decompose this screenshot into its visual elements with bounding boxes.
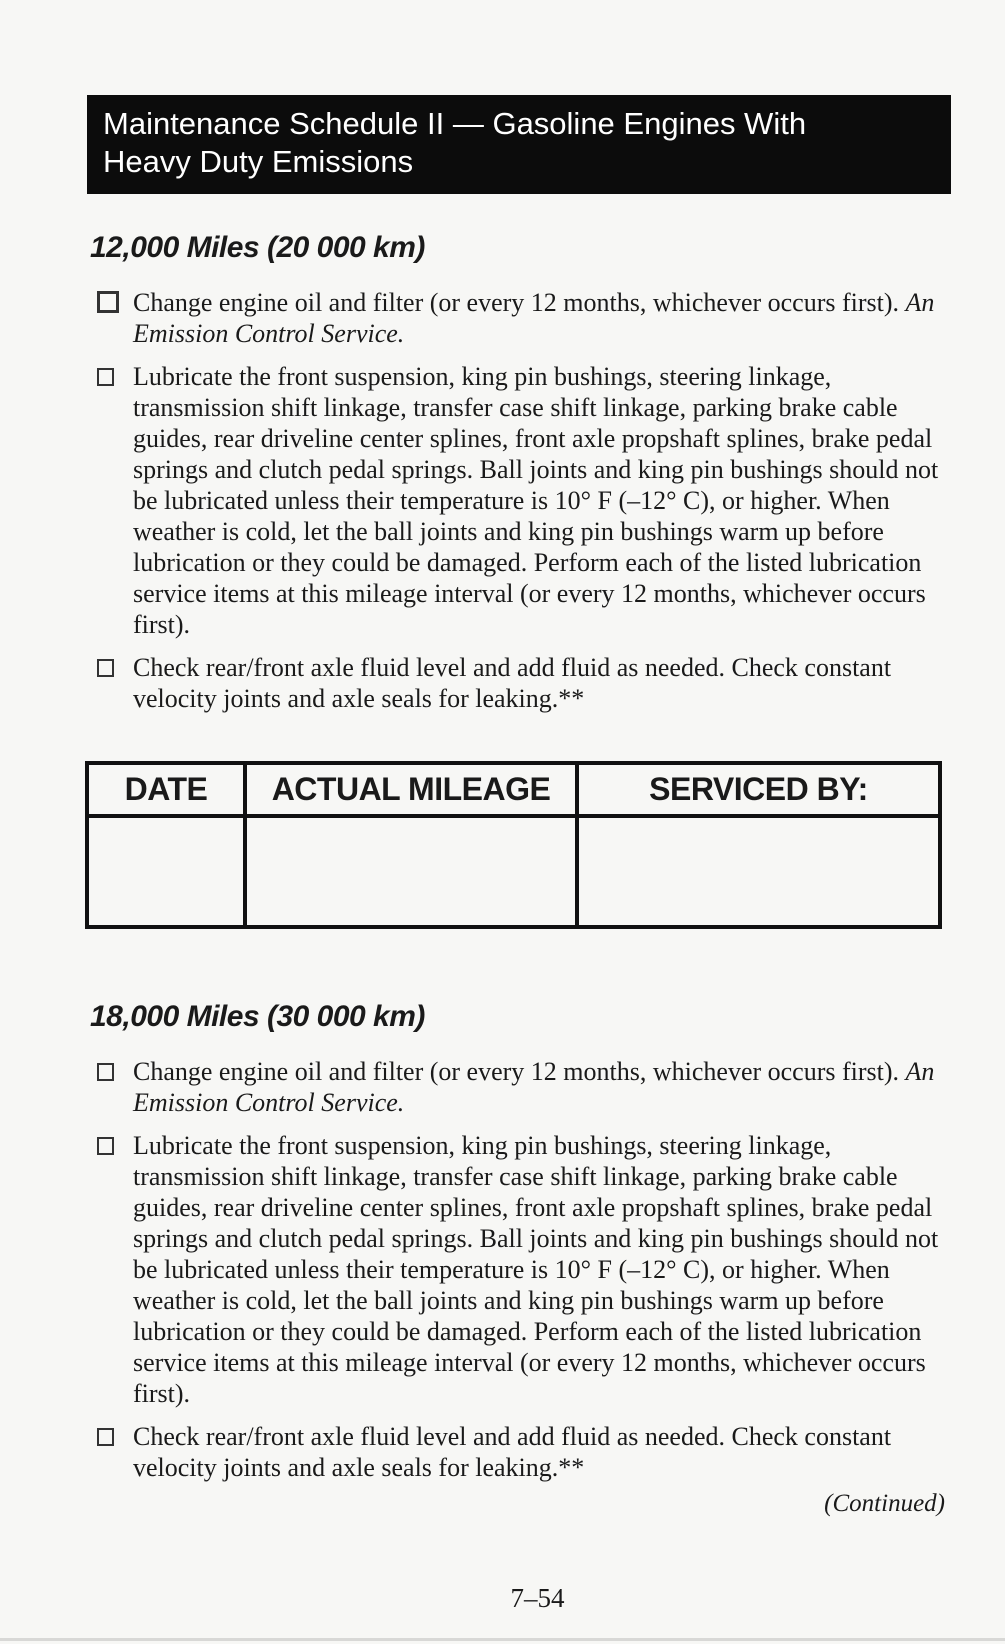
item-emphasis: An Emission Control Service. xyxy=(133,288,935,348)
section-title-banner xyxy=(87,95,951,194)
item-checkbox[interactable] xyxy=(97,1063,114,1081)
page-number: 7–54 xyxy=(510,1583,565,1613)
item-checkbox[interactable] xyxy=(97,368,114,386)
item-text: Check rear/front axle fluid level and add fluid as needed. Check constant velocity joints and axle seals for leaking.** xyxy=(133,1422,892,1482)
serviced-by-entry-cell[interactable] xyxy=(577,816,940,927)
continued-note: (Continued) xyxy=(824,1490,945,1517)
checklist-item xyxy=(97,652,947,714)
mileage-heading-12000: 12,000 Miles (20 000 km) xyxy=(90,231,425,264)
date-column-header: DATE xyxy=(87,763,245,816)
item-checkbox[interactable] xyxy=(97,1137,114,1155)
page-bottom-rule xyxy=(0,1638,1005,1641)
checklist-12000 xyxy=(97,287,947,726)
actual-mileage-entry-cell[interactable] xyxy=(245,816,577,927)
item-text: Change engine oil and filter (or every 12 months, whichever occurs first). xyxy=(133,288,900,317)
actual-mileage-column-header: ACTUAL MILEAGE xyxy=(245,763,577,816)
checklist-18000 xyxy=(97,1056,947,1495)
item-checkbox[interactable] xyxy=(97,1428,114,1446)
checklist-item xyxy=(97,1421,947,1483)
checklist-item xyxy=(97,361,947,640)
checklist-item xyxy=(97,1130,947,1409)
title-line-1: Maintenance Schedule II — Gasoline Engines With xyxy=(103,106,807,141)
checklist-item xyxy=(97,1056,947,1118)
item-checkbox[interactable] xyxy=(97,291,119,313)
service-record-table xyxy=(85,761,942,929)
title-line-2: Heavy Duty Emissions xyxy=(103,144,414,179)
item-checkbox[interactable] xyxy=(97,659,114,677)
item-emphasis: An Emission Control Service. xyxy=(133,1057,935,1117)
item-text: Lubricate the front suspension, king pin bushings, steering linkage, transmission shift linkage, transfer case shift linkage, parking brake cable guides, rear driveline center splines, front axle propshaft splines, brake pedal springs and clutch pedal springs. Ball joints and king pin bushings should not be lubricated unless their temperature is 10° F (–12° C), or higher. When weather is cold, let the ball joints and king pin bushings warm up before lubrication or they could be damaged. Perform each of the listed lubrication service items at this mileage interval (or every 12 months, whichever occurs first). xyxy=(133,362,939,639)
item-text: Lubricate the front suspension, king pin bushings, steering linkage, transmission shift linkage, transfer case shift linkage, parking brake cable guides, rear driveline center splines, front axle propshaft splines, brake pedal springs and clutch pedal springs. Ball joints and king pin bushings should not be lubricated unless their temperature is 10° F (–12° C), or higher. When weather is cold, let the ball joints and king pin bushings warm up before lubrication or they could be damaged. Perform each of the listed lubrication service items at this mileage interval (or every 12 months, whichever occurs first). xyxy=(133,1131,939,1408)
serviced-by-column-header: SERVICED BY: xyxy=(577,763,940,816)
item-text: Check rear/front axle fluid level and add fluid as needed. Check constant velocity joints and axle seals for leaking.** xyxy=(133,653,892,713)
checklist-item xyxy=(97,287,947,349)
date-entry-cell[interactable] xyxy=(87,816,245,927)
mileage-heading-18000: 18,000 Miles (30 000 km) xyxy=(90,1000,425,1033)
item-text: Change engine oil and filter (or every 12 months, whichever occurs first). xyxy=(133,1057,900,1086)
